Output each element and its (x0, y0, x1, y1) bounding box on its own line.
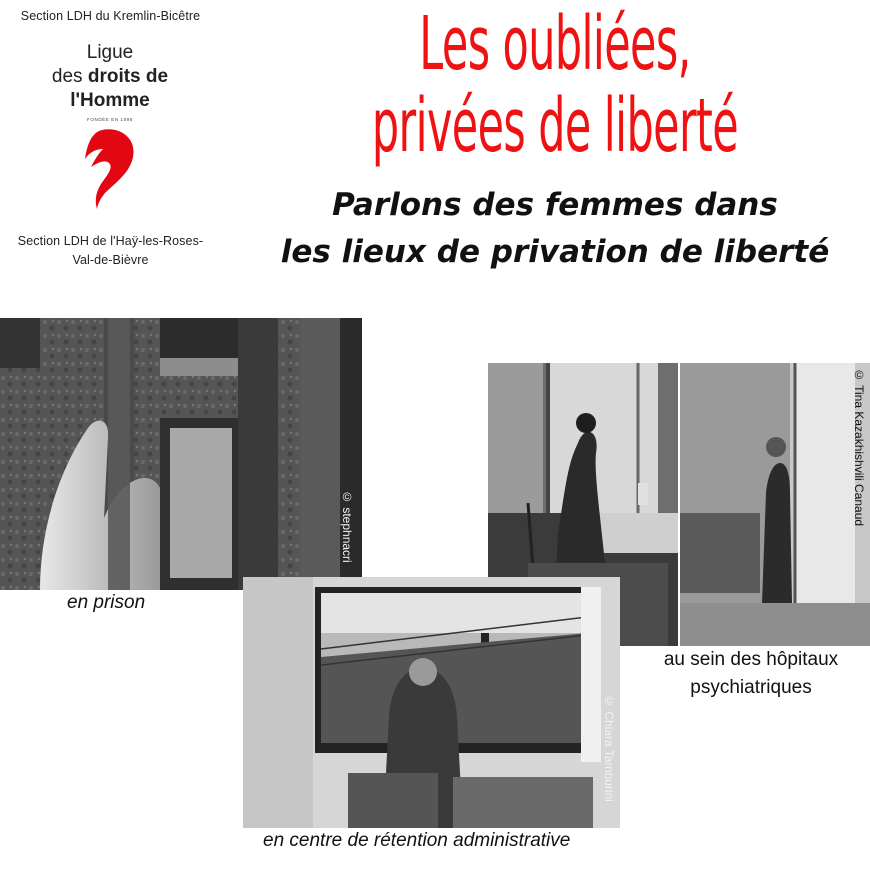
logo-text-line2-bold: droits de (87, 66, 169, 87)
hospital-photo-credit: © Tina Kazakhishvili Canaud (852, 368, 866, 527)
main-title-line2: privées de liberté (371, 83, 739, 169)
prison-photo (0, 318, 362, 590)
section-bottom-line2: Val-de-Bièvre (72, 253, 149, 267)
main-title-line1: Les oubliées, (419, 1, 691, 87)
hospital-caption-line1: au sein des hôpitaux (663, 649, 839, 670)
prison-bars-hand-photo-icon (0, 318, 362, 590)
hospital-window-woman-photo-icon (680, 363, 870, 646)
hospital-photo-right (680, 363, 870, 646)
prison-photo-credit: © stephnacri (340, 490, 354, 563)
window-fence-photo-icon (243, 577, 620, 828)
logo-founded-date: FONDÉE EN 1898 (87, 117, 133, 122)
section-hay-les-roses (8, 232, 213, 270)
logo-text-line2-prefix: des (51, 66, 88, 87)
logo-text-line3: l'Homme (70, 90, 150, 111)
logo-text-line1: Ligue (86, 42, 134, 63)
section-bottom-line1: Section LDH de l'Haÿ-les-Roses- (17, 234, 204, 248)
section-kremlin-bicetre: Section LDH du Kremlin-Bicêtre (20, 9, 201, 23)
hospital-caption-line2: psychiatriques (690, 677, 812, 698)
retention-photo (243, 577, 620, 828)
retention-photo-credit: © Chiara Tamburini (602, 694, 616, 802)
logo-text-line2 (20, 66, 200, 88)
subtitle-line2: les lieux de privation de liberté (280, 234, 830, 270)
hospital-caption (640, 646, 862, 702)
subtitle-line1: Parlons des femmes dans (332, 187, 778, 223)
prison-caption: en prison (67, 592, 146, 613)
retention-caption: en centre de rétention administrative (263, 830, 571, 851)
ldh-logo-mark-icon (85, 127, 137, 211)
